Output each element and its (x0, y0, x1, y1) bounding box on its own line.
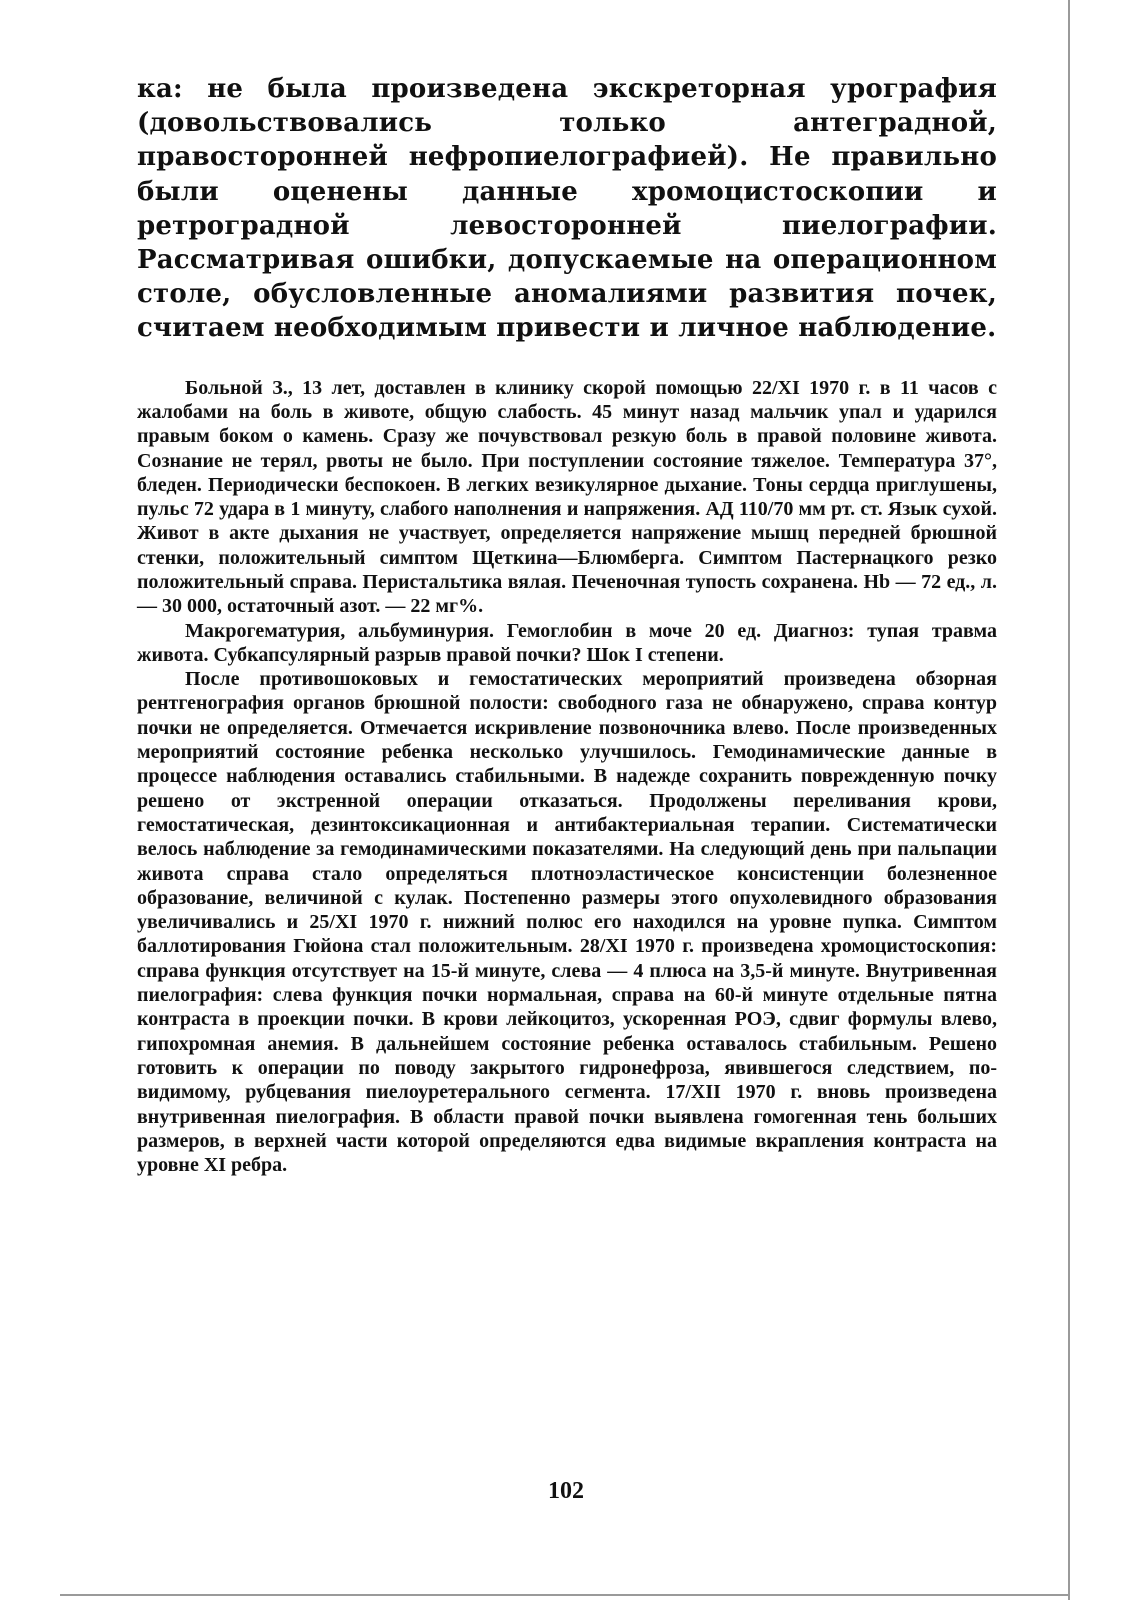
lead-paragraph: ка: не была произведена экскреторная урография (довольствовались только антеградной, правосторонней нефропиелографией). Не правильно были оценены данные хромоцистоскопии и ретроградной левосторонней пиелографии. Рассматривая ошибки, допускаемые на операционном столе, обусловленные аномалиями развития почек, считаем необходимым привести и личное наблюдение. (137, 74, 997, 344)
page-edge-right (1068, 0, 1070, 1600)
case-paragraph-admission: Больной З., 13 лет, доставлен в клинику скорой помощью 22/XI 1970 г. в 11 часов с жалобами на боль в животе, общую слабость. 45 минут назад мальчик упал и ударился правым боком о камень. Сразу же почувствовал резкую боль в правой половине живота. Сознание не терял, рвоты не было. При поступлении состояние тяжелое. Температура 37°, бледен. Периодически беспокоен. В легких везикулярное дыхание. Тоны сердца приглушены, пульс 72 удара в 1 минуту, слабого наполнения и напряжения. АД 110/70 мм рт. ст. Язык сухой. Живот в акте дыхания не участвует, определяется напряжение мышц передней брюшной стенки, положительный симптом Щеткина—Блюмберга. Симптом Пастернацкого резко положительный справа. Перистальтика вялая. Печеночная тупость сохранена. Hb — 72 ед., л. — 30 000, остаточный азот. — 22 мг%. (137, 376, 997, 618)
case-paragraph-course: После противошоковых и гемостатических мероприятий произведена обзорная рентгенография органов брюшной полости: свободного газа не обнаружено, справа контур почки не определяется. Отмечается искривление позвоночника влево. После произведенных мероприятий состояние ребенка несколько улучшилось. Гемодинамические данные в процессе наблюдения оставались стабильными. В надежде сохранить поврежденную почку решено от экстренной операции отказаться. Продолжены переливания крови, гемостатическая, дезинтоксикационная и антибактериальная терапии. Систематически велось наблюдение за гемодинамическими показателями. На следующий день при пальпации живота справа стало определяться плотноэластическое консистенции болезненное образование, величиной с кулак. Постепенно размеры этого опухолевидного образования увеличивались и 25/XI 1970 г. нижний полюс его находился на уровне пупка. Симптом баллотирования Гюйона стал положительным. 28/XI 1970 г. произведена хромоцистоскопия: справа функция отсутствует на 15-й минуте, слева — 4 плюса на 3,5-й минуте. Внутривенная пиелография: слева функция почки нормальная, справа на 60-й минуте отдельные пятна контраста в проекции почки. В крови лейкоцитоз, ускоренная РОЭ, сдвиг формулы влево, гипохромная анемия. В дальнейшем состояние ребенка оставалось стабильным. Решено готовить к операции по поводу закрытого гидронефроза, явившегося следствием, по-видимому, рубцевания пиелоуретерального сегмента. 17/XII 1970 г. вновь произведена внутривенная пиелография. В области правой почки выявлена гомогенная тень больших размеров, в верхней части которой определяются едва видимые вкрапления контраста на уровне XI ребра. (137, 668, 997, 1177)
case-paragraph-diagnosis: Макрогематурия, альбуминурия. Гемоглобин в моче 20 ед. Диагноз: тупая травма живота. Субкапсулярный разрыв правой почки? Шок I степени. (137, 619, 997, 666)
page-number: 102 (548, 1478, 584, 1504)
text-area (137, 72, 997, 1177)
page-edge-bottom (60, 1594, 1070, 1596)
case-report (137, 376, 997, 1178)
